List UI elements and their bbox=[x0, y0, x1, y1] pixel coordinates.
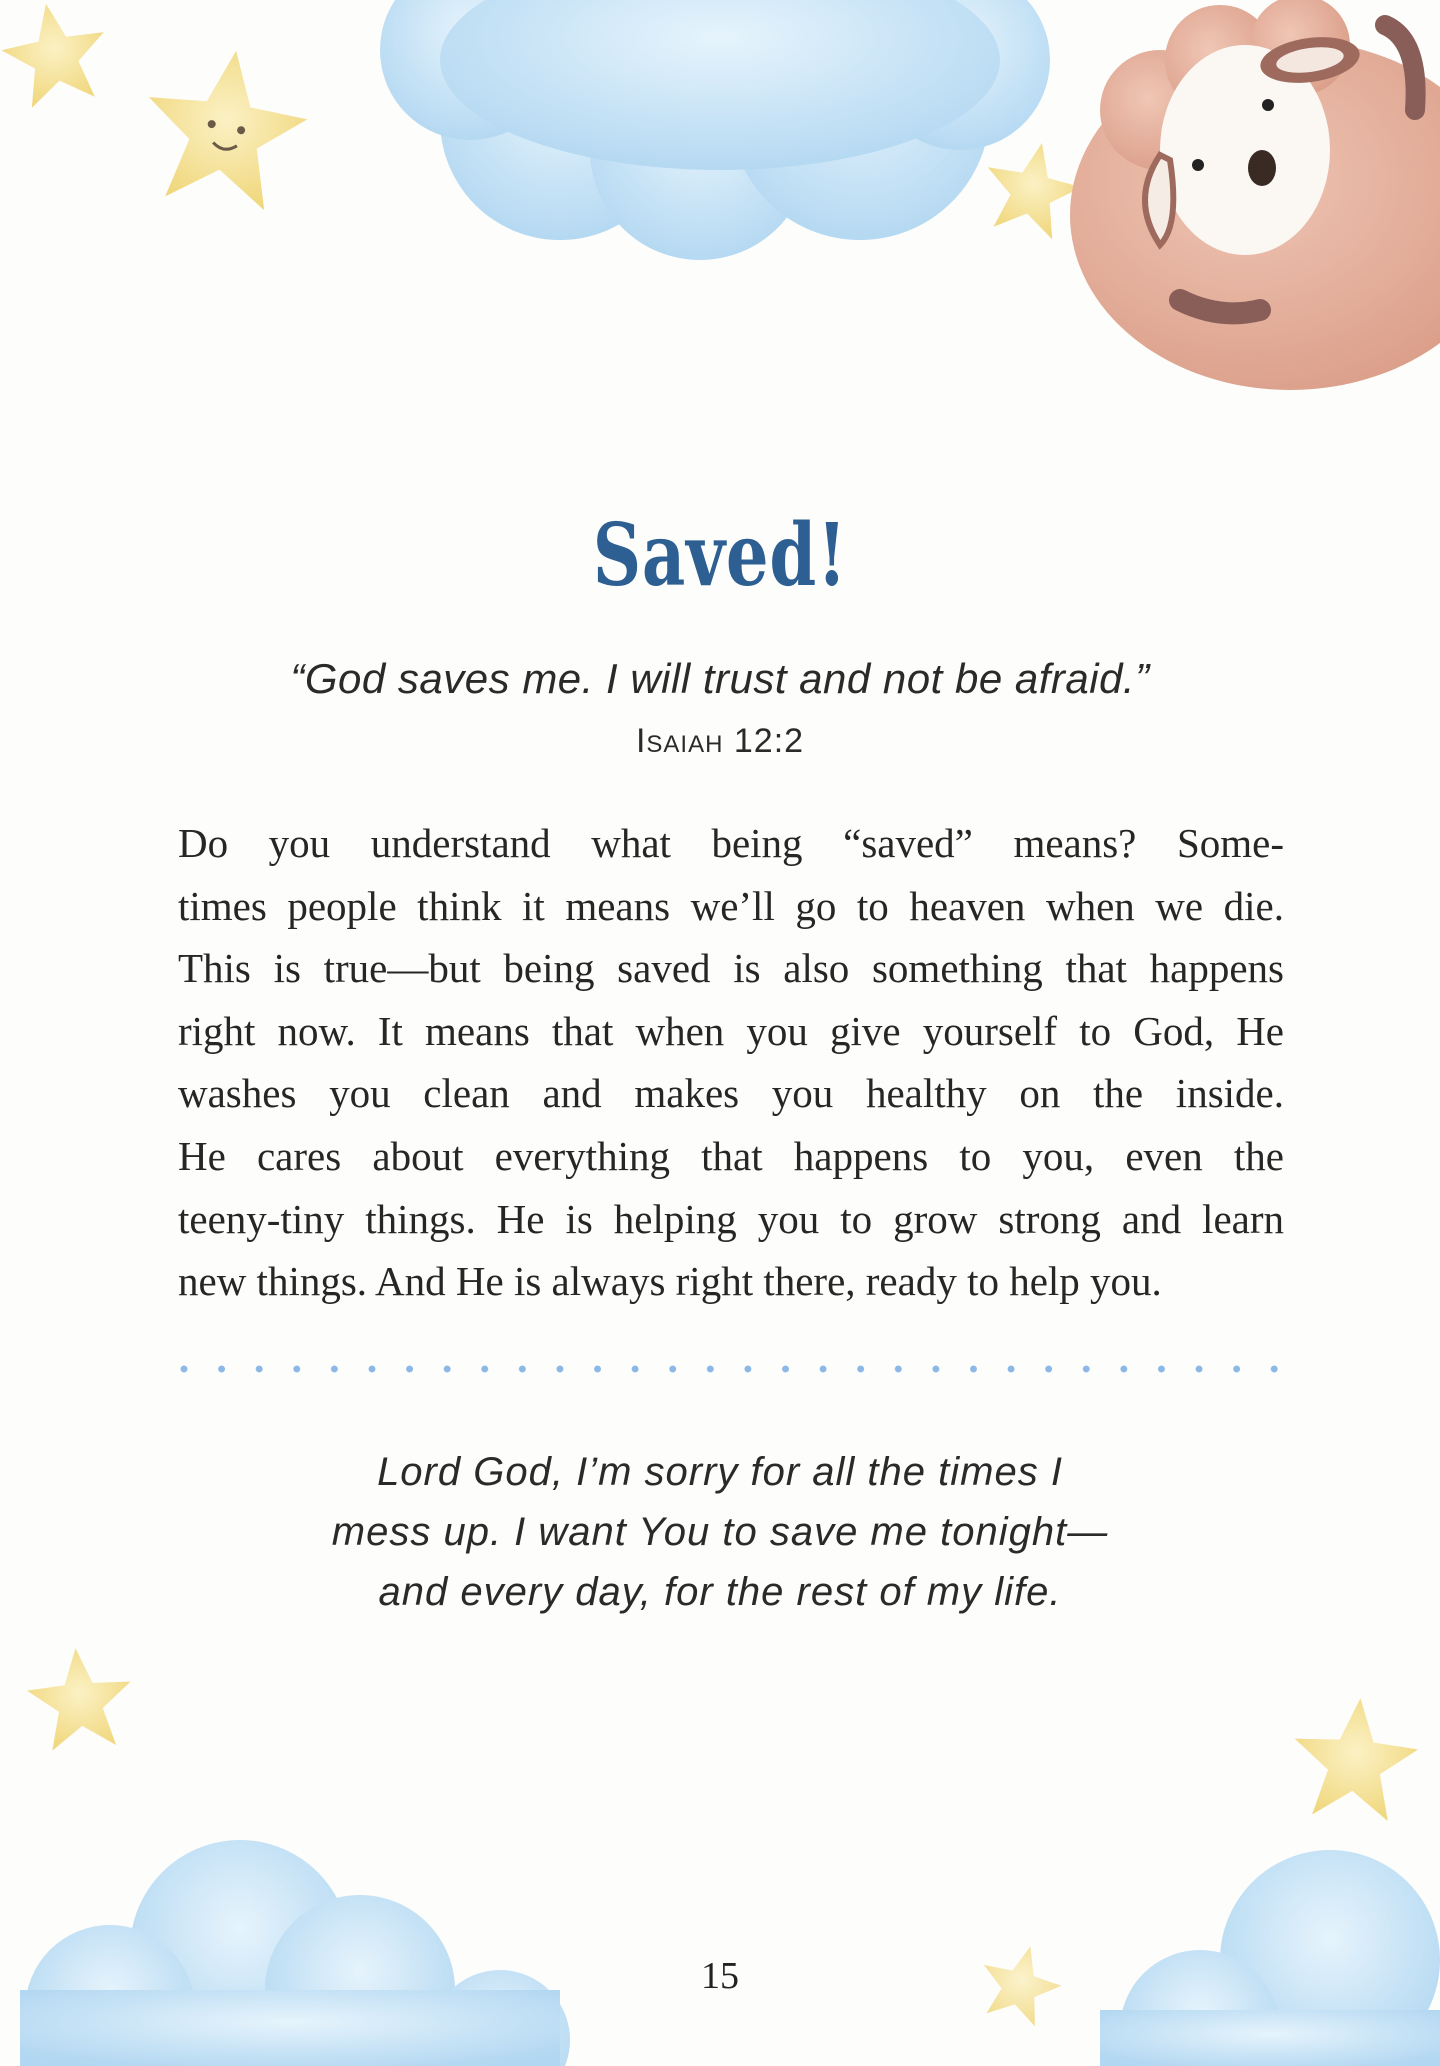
star-bottom-right bbox=[1288, 1693, 1422, 1823]
sheep-illustration bbox=[1070, 0, 1440, 390]
scripture-reference bbox=[0, 722, 1440, 761]
body-line: teeny-tiny things. He is helping you to grow strong and learn bbox=[178, 1195, 1284, 1242]
body-line: Do you understand what being “saved” means? Some- bbox=[178, 820, 1284, 866]
cloud-bottom-left bbox=[20, 1840, 570, 2066]
prayer bbox=[0, 1442, 1440, 1622]
star-top-left bbox=[0, 0, 115, 111]
prayer-line: mess up. I want You to save me tonight— bbox=[331, 1510, 1109, 1554]
body-line: times people think it means we’ll go to heaven when we die. bbox=[178, 882, 1284, 929]
dotted-divider bbox=[178, 1363, 1284, 1375]
scripture-book: Isaiah bbox=[635, 722, 724, 760]
prayer-line: and every day, for the rest of my life. bbox=[378, 1570, 1062, 1614]
body-line: right now. It means that when you give yourself to God, He bbox=[178, 1007, 1284, 1054]
body-line: washes you clean and makes you healthy on the inside. bbox=[178, 1070, 1284, 1117]
scripture-verse: “God saves me. I will trust and not be afraid.” bbox=[290, 655, 1150, 702]
star-bottom-left bbox=[24, 1644, 136, 1753]
smiling-star bbox=[135, 40, 315, 215]
page-number: 15 bbox=[701, 1955, 739, 1997]
page-title: Saved! bbox=[592, 505, 848, 606]
scripture-chapter-verse: 12:2 bbox=[733, 722, 805, 760]
cloud-top bbox=[380, 0, 1050, 260]
devotional-body bbox=[178, 812, 1284, 1313]
body-line: This is true—but being saved is also something that happens bbox=[178, 945, 1284, 992]
prayer-line: Lord God, I’m sorry for all the times I bbox=[377, 1450, 1063, 1494]
body-line: He cares about everything that happens to you, even the bbox=[178, 1132, 1284, 1179]
body-line: new things. And He is always right there, ready to help you. bbox=[178, 1258, 1162, 1305]
